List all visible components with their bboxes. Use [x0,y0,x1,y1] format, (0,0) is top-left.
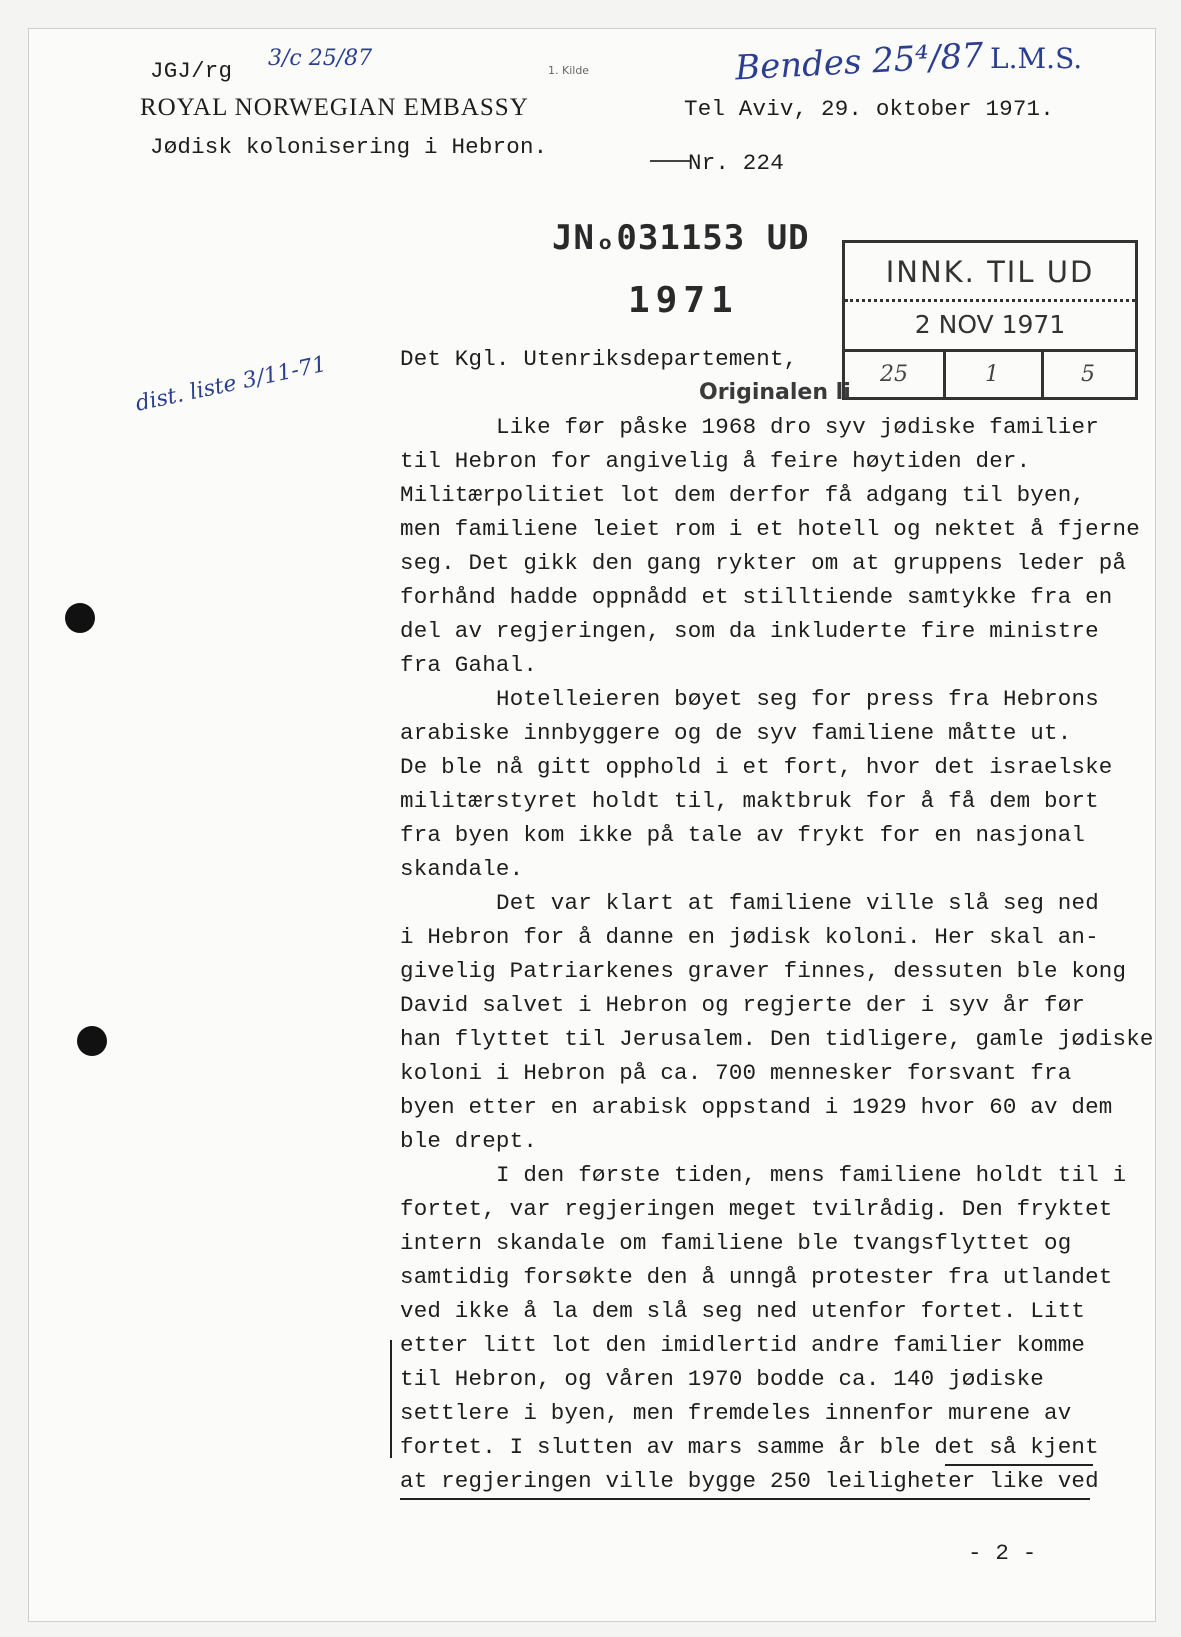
journal-year-stamp: 1971 [628,280,739,321]
underline-mark [945,1464,1093,1466]
received-stamp-cell: 25 [845,352,946,400]
handwritten-archive-note: Bendes 25⁴/87 [734,35,985,89]
reference-code: JGJ/rg [150,58,233,84]
body-line: I den første tiden, mens familiene holdt til i [496,1162,1127,1188]
body-line: samtidig forsøkte den å unngå protester fra utlandet [400,1264,1113,1290]
embassy-name: ROYAL NORWEGIAN EMBASSY [140,94,529,121]
journal-stamp: JNₒ031153 UD [552,218,810,258]
body-line: militærstyret holdt til, maktbruk for å få dem bort [400,788,1099,814]
number-dash [650,160,690,162]
body-line: byen etter en arabisk oppstand i 1929 hvor 60 av dem [400,1094,1113,1120]
body-line: intern skandale om familiene ble tvangsflyttet og [400,1230,1072,1256]
body-line: i Hebron for å danne en jødisk koloni. Her skal an- [400,924,1099,950]
received-stamp-title: INNK. TIL UD [845,243,1135,302]
body-line: fra Gahal. [400,652,538,678]
body-line: Det var klart at familiene ville slå seg ned [496,890,1099,916]
body-line: seg. Det gikk den gang rykter om at gruppens leder på [400,550,1127,576]
punch-hole [65,603,95,633]
body-line: givelig Patriarkenes graver finnes, dessuten ble kong [400,958,1127,984]
small-stamp-mark: 1. Kilde [548,64,590,77]
original-stamp: Originalen li [699,380,851,405]
received-stamp-cell: 1 [943,352,1044,400]
handwritten-ref-note: 3/c 25/87 [268,46,373,71]
received-stamp-cell: 5 [1081,362,1095,387]
body-line: fra byen kom ikke på tale av frykt for en nasjonal [400,822,1086,848]
body-line: forhånd hadde oppnådd et stilltiende samtykke fra en [400,584,1113,610]
place-and-date: Tel Aviv, 29. oktober 1971. [684,96,1054,122]
body-line: fortet, var regjeringen meget tvilrådig. Den fryktet [400,1196,1113,1222]
body-line: skandale. [400,856,524,882]
body-line: til Hebron for angivelig å feire høytiden der. [400,448,1031,474]
received-stamp-box [842,240,1138,400]
handwritten-distribution-note: dist. liste 3/11-71 [133,351,329,417]
body-line: at regjeringen ville bygge 250 leiligheter like ved [400,1468,1099,1494]
page-number: - 2 - [968,1540,1037,1566]
body-line: ved ikke å la dem slå seg ned utenfor fortet. Litt [400,1298,1086,1324]
received-stamp-date: 2 NOV 1971 [845,299,1135,352]
body-line: han flyttet til Jerusalem. Den tidligere, gamle jødiske [400,1026,1154,1052]
body-line: koloni i Hebron på ca. 700 mennesker forsvant fra [400,1060,1072,1086]
body-line: David salvet i Hebron og regjerte der i syv år før [400,992,1086,1018]
body-line: settlere i byen, men fremdeles innenfor murene av [400,1400,1072,1426]
addressee: Det Kgl. Utenriksdepartement, [400,346,798,372]
body-line: del av regjeringen, som da inkluderte fire ministre [400,618,1099,644]
body-line: ble drept. [400,1128,538,1154]
document-subject: Jødisk kolonisering i Hebron. [150,134,548,160]
body-line: etter litt lot den imidlertid andre familier komme [400,1332,1086,1358]
handwritten-initials: L.M.S. [990,42,1083,75]
punch-hole [77,1026,107,1056]
margin-marker-line [390,1340,392,1458]
body-line: Like før påske 1968 dro syv jødiske familier [496,414,1099,440]
document-number: Nr. 224 [688,150,784,176]
body-line: De ble nå gitt opphold i et fort, hvor det israelske [400,754,1113,780]
body-line: men familiene leiet rom i et hotell og nektet å fjerne [400,516,1140,542]
body-line: Hotelleieren bøyet seg for press fra Hebrons [496,686,1099,712]
body-line: Militærpolitiet lot dem derfor få adgang til byen, [400,482,1086,508]
underline-mark [400,1498,1090,1500]
body-line: til Hebron, og våren 1970 bodde ca. 140 jødiske [400,1366,1045,1392]
body-line: fortet. I slutten av mars samme år ble det så kjent [400,1434,1099,1460]
body-line: arabiske innbyggere og de syv familiene måtte ut. [400,720,1072,746]
